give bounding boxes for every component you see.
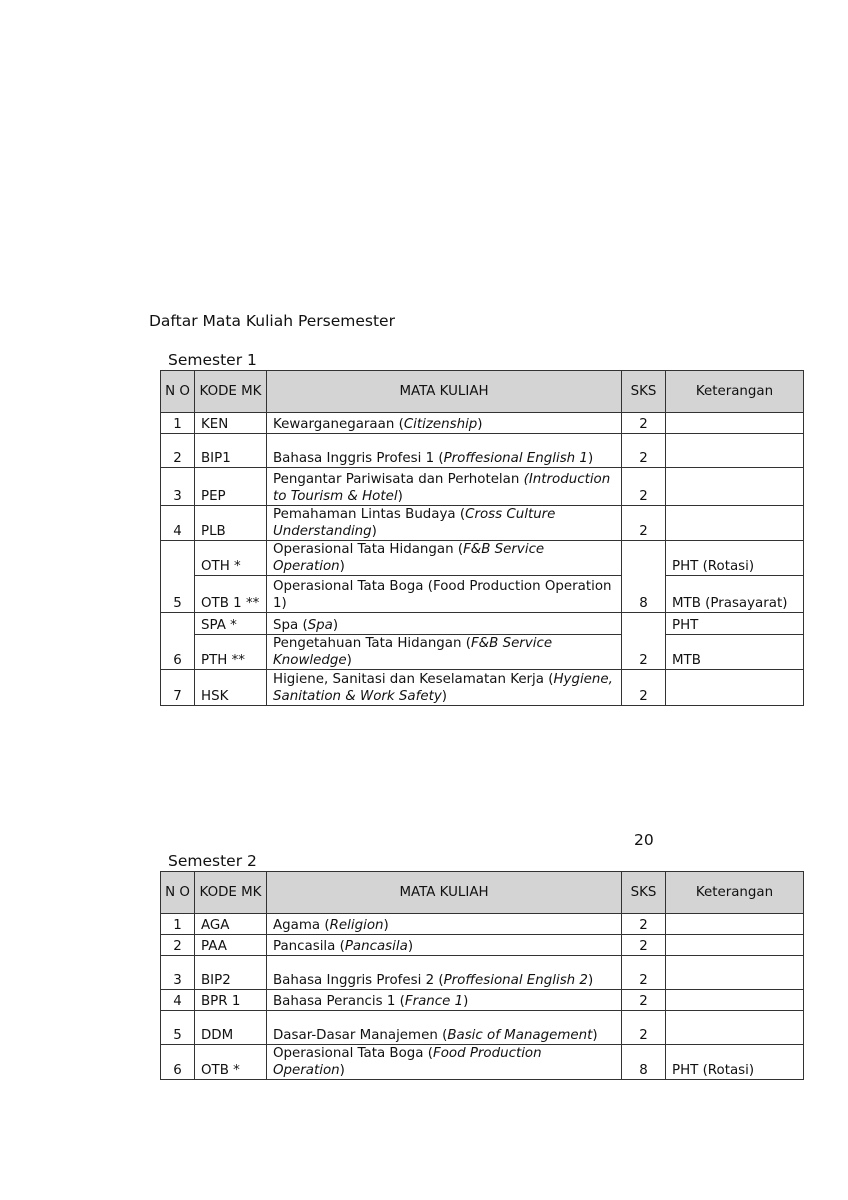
row-mata-kuliah: Higiene, Sanitasi dan Keselamatan Kerja (Hygiene, Sanitation & Work Safety)	[267, 670, 622, 706]
table-row	[161, 1045, 804, 1080]
row-kode: SPA *	[195, 613, 267, 635]
row-sks: 2	[622, 670, 666, 706]
row-mata-kuliah: Bahasa Inggris Profesi 2 (Proffesional English 2)	[267, 956, 622, 990]
row-no: 3	[161, 468, 195, 506]
table-row	[161, 956, 804, 990]
row-no: 1	[161, 914, 195, 935]
table-row	[161, 914, 804, 935]
row-keterangan	[666, 914, 804, 935]
header-mata-kuliah: MATA KULIAH	[267, 371, 622, 413]
header-keterangan: Keterangan	[666, 371, 804, 413]
row-no: 4	[161, 506, 195, 541]
row-sks: 2	[622, 914, 666, 935]
row-mata-kuliah: Pemahaman Lintas Budaya (Cross Culture Understanding)	[267, 506, 622, 541]
row-kode: OTH *	[195, 541, 267, 576]
table-row	[161, 434, 804, 468]
row-keterangan	[666, 413, 804, 434]
row-mata-kuliah: Spa (Spa)	[267, 613, 622, 635]
semester-2-label: Semester 2	[168, 852, 257, 870]
row-mata-kuliah: Pengantar Pariwisata dan Perhotelan (Introduction to Tourism & Hotel)	[267, 468, 622, 506]
row-sks: 8	[622, 1045, 666, 1080]
row-mata-kuliah: Bahasa Inggris Profesi 1 (Proffesional English 1)	[267, 434, 622, 468]
row-no: 6	[161, 1045, 195, 1080]
row-keterangan: MTB (Prasayarat)	[666, 576, 804, 613]
row-no: 2	[161, 434, 195, 468]
row-mata-kuliah: Pengetahuan Tata Hidangan (F&B Service Knowledge)	[267, 635, 622, 670]
semester-2-table	[160, 871, 804, 1080]
header-kode: KODE MK	[195, 872, 267, 914]
row-keterangan	[666, 956, 804, 990]
row-mata-kuliah: Operasional Tata Boga (Food Production Operation)	[267, 1045, 622, 1080]
table-header-row	[161, 371, 804, 413]
row-kode: PLB	[195, 506, 267, 541]
row-sks: 2	[622, 956, 666, 990]
row-mata-kuliah: Pancasila (Pancasila)	[267, 935, 622, 956]
row-keterangan: PHT (Rotasi)	[666, 1045, 804, 1080]
table-row	[161, 990, 804, 1011]
row-keterangan	[666, 506, 804, 541]
table-row	[161, 541, 804, 576]
header-mata-kuliah: MATA KULIAH	[267, 872, 622, 914]
row-kode: AGA	[195, 914, 267, 935]
row-keterangan: PHT	[666, 613, 804, 635]
row-keterangan	[666, 1011, 804, 1045]
row-sks: 2	[622, 468, 666, 506]
row-sks: 2	[622, 935, 666, 956]
row-sks: 2	[622, 506, 666, 541]
row-keterangan	[666, 990, 804, 1011]
row-no: 7	[161, 670, 195, 706]
table-row	[161, 935, 804, 956]
table-row	[161, 670, 804, 706]
row-mata-kuliah: Dasar-Dasar Manajemen (Basic of Management)	[267, 1011, 622, 1045]
table-row	[161, 413, 804, 434]
header-sks: SKS	[622, 872, 666, 914]
header-keterangan: Keterangan	[666, 872, 804, 914]
table-row	[161, 576, 804, 613]
header-kode: KODE MK	[195, 371, 267, 413]
row-no: 3	[161, 956, 195, 990]
row-mata-kuliah: Bahasa Perancis 1 (France 1)	[267, 990, 622, 1011]
table-row	[161, 1011, 804, 1045]
row-keterangan	[666, 670, 804, 706]
row-sks: 2	[622, 413, 666, 434]
table-row	[161, 468, 804, 506]
row-kode: HSK	[195, 670, 267, 706]
row-sks: 2	[622, 613, 666, 670]
row-mata-kuliah: Operasional Tata Boga (Food Production Operation 1)	[267, 576, 622, 613]
row-kode: PEP	[195, 468, 267, 506]
table-header-row	[161, 872, 804, 914]
row-keterangan: MTB	[666, 635, 804, 670]
row-no: 5	[161, 541, 195, 613]
row-no: 5	[161, 1011, 195, 1045]
page-number: 20	[634, 831, 654, 849]
row-sks: 2	[622, 434, 666, 468]
row-kode: OTB *	[195, 1045, 267, 1080]
row-no: 2	[161, 935, 195, 956]
row-kode: BIP2	[195, 956, 267, 990]
row-mata-kuliah: Kewarganegaraan (Citizenship)	[267, 413, 622, 434]
row-keterangan	[666, 468, 804, 506]
row-mata-kuliah: Agama (Religion)	[267, 914, 622, 935]
row-sks: 2	[622, 990, 666, 1011]
row-kode: KEN	[195, 413, 267, 434]
row-kode: PAA	[195, 935, 267, 956]
table-row	[161, 506, 804, 541]
row-keterangan: PHT (Rotasi)	[666, 541, 804, 576]
row-sks: 8	[622, 541, 666, 613]
semester-1-table	[160, 370, 804, 706]
table-row	[161, 613, 804, 635]
row-keterangan	[666, 434, 804, 468]
row-sks: 2	[622, 1011, 666, 1045]
row-keterangan	[666, 935, 804, 956]
row-no: 4	[161, 990, 195, 1011]
row-no: 6	[161, 613, 195, 670]
table-row	[161, 635, 804, 670]
row-kode: BIP1	[195, 434, 267, 468]
row-kode: BPR 1	[195, 990, 267, 1011]
row-kode: DDM	[195, 1011, 267, 1045]
row-kode: PTH **	[195, 635, 267, 670]
header-sks: SKS	[622, 371, 666, 413]
row-mata-kuliah: Operasional Tata Hidangan (F&B Service Operation)	[267, 541, 622, 576]
semester-1-label: Semester 1	[168, 351, 257, 369]
header-no: N O	[161, 872, 195, 914]
page-title: Daftar Mata Kuliah Persemester	[149, 312, 395, 330]
header-no: N O	[161, 371, 195, 413]
row-no: 1	[161, 413, 195, 434]
row-kode: OTB 1 **	[195, 576, 267, 613]
